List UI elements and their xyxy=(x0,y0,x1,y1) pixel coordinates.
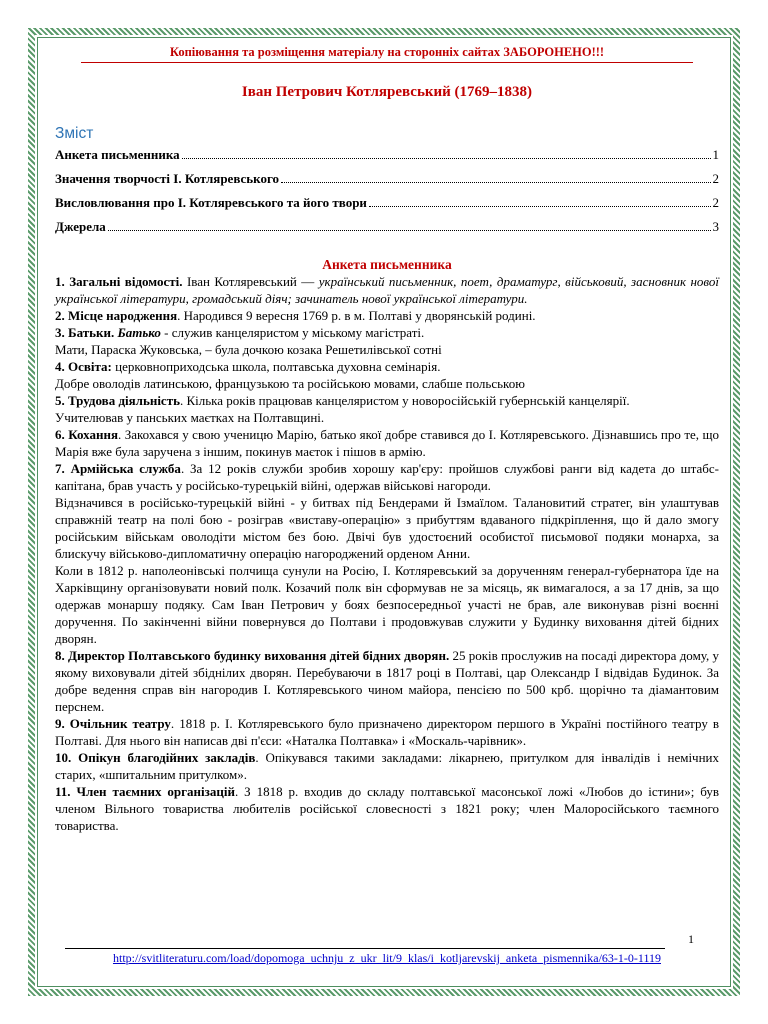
entry-army: 7. Армійська служба. За 12 років служби зробив хорошу кар'єру: пройшов службові ранги від кадета до штабс-капітана, брав участь у російсько-турецькій війні, одержав військові нагороди. xyxy=(55,461,719,493)
entry-parents-mother: Мати, Параска Жуковська, – була дочкою козака Решетилівської сотні xyxy=(55,342,442,357)
toc-leader xyxy=(182,157,711,159)
toc-item-label[interactable]: Джерела xyxy=(55,219,106,234)
entry-army-war: Відзначився в російсько-турецькій війні - у битвах під Бендерами й Ізмаїлом. Талановитий стратег, він улаштував справжній театр на полі бою - розіграв «виставу-операцію» з прибуттям вдаваного підкріплення, що й дало змогу російським військам оволодіти містом без бою. Двічі був удостоєний особистої письмової подяки монарха, за блискучу військово-дипломатичну операцію нагороджений орденом Анни. xyxy=(55,495,719,561)
toc-item-label[interactable]: Анкета письменника xyxy=(55,147,180,162)
entry-love: 6. Кохання. Закохався у свою ученицю Марію, батько якої добре ставився до І. Котляревського. Дізнавшись про те, що Марія вже була заручена з іншим, покинув маєток і пішов в армію. xyxy=(55,427,719,459)
entry-army-1812: Коли в 1812 р. наполеонівські полчища сунули на Росію, І. Котляревський за дорученням генерал-губернатора їде на Харківщину організовувати новий полк. Козачий полк він сформував не за місяць, як вимагалося, а за 17 днів, за що одержав монаршу подяку. Сам Іван Петрович у боях безпосередньої участі не брав, але виконував різні воєнні доручення. По закінченні війни повернувся до Полтави і продовжував служити у Будинку виховання дітей бідних дворян. xyxy=(55,563,719,646)
toc-heading: Зміст xyxy=(55,125,94,142)
entry-director: 8. Директор Полтавського будинку виховання дітей бідних дворян. 25 років прослужив на посаді директора дому, у якому виховували дітей збіднілих дворян. Перебуваючи в 1817 році в Полтаві, цар Олександр I відвідав Будинок. За добре ведення справ він нагородив І. Котляревського чином майора, пенсією по 500 крб. щорічно та діамантовим перснем. xyxy=(55,648,719,714)
toc-item-label[interactable]: Значення творчості І. Котляревського xyxy=(55,171,280,186)
toc-item-page[interactable]: 1 xyxy=(712,147,719,162)
entry-theatre: 9. Очільник театру. 1818 р. І. Котляревського було призначено директором першого в Україні постійного театру в Полтаві. Для нього він написав дві п'єси: «Наталка Полтавка» і «Москаль-чарівник». xyxy=(55,716,720,748)
entry-societies: 11. Член таємних організацій. З 1818 р. входив до складу полтавської масонської ложі «Любов до істини»; був членом Вільного товариства любителів російської словесності з 1821 року; член Малоросійського таємного товариства. xyxy=(55,784,719,833)
toc-leader xyxy=(281,181,710,183)
questionnaire-body xyxy=(55,273,719,834)
toc-item-label[interactable]: Висловлювання про І. Котляревського та його твори xyxy=(55,195,367,210)
toc-item-page[interactable]: 2 xyxy=(712,195,719,210)
copy-warning: Копіювання та розміщення матеріалу на сторонніх сайтах ЗАБОРОНЕНО!!! xyxy=(169,45,605,59)
toc-item[interactable] xyxy=(55,171,719,187)
page-content xyxy=(55,44,719,834)
entry-work-teaching: Учителював у панських маєтках на Полтавщині. xyxy=(55,410,325,425)
toc-leader xyxy=(369,205,711,207)
table-of-contents xyxy=(55,147,719,235)
toc-item-page[interactable]: 3 xyxy=(712,219,719,234)
entry-general: 1. Загальні відомості. Іван Котляревський — український письменник, поет, драматург, військовий, засновник нової української літератури, громадський діяч; зачинатель нової української літератури. xyxy=(55,274,720,306)
source-link[interactable]: http://svitliteraturu.com/load/dopomoga_uchnju_z_ukr_lit/9_klas/i_kotljarevskij_anketa_pismennika/63-1-0-1119 xyxy=(112,951,661,965)
footer-divider xyxy=(65,948,665,949)
entry-charity: 10. Опікун благодійних закладів. Опікувався такими закладами: лікарнею, притулком для інвалідів і немічних старих, «шпитальним притулком». xyxy=(55,750,720,782)
toc-leader xyxy=(108,229,711,231)
section-title: Анкета письменника xyxy=(322,257,452,272)
toc-item-page[interactable]: 2 xyxy=(712,171,719,186)
page-title: Іван Петрович Котляревський (1769–1838) xyxy=(241,84,533,100)
entry-education: 4. Освіта: церковноприходська школа, полтавська духовна семінарія. xyxy=(55,359,441,374)
toc-item[interactable] xyxy=(55,195,719,211)
page-number: 1 xyxy=(688,932,694,946)
entry-education-languages: Добре оволодів латинською, французькою та російською мовами, слабше польською xyxy=(55,376,525,391)
header-divider xyxy=(81,62,693,63)
entry-work: 5. Трудова діяльність. Кілька років працював канцеляристом у новоросійській губернській канцелярії. xyxy=(55,393,630,408)
entry-birthplace: 2. Місце народження. Народився 9 вересня 1769 р. в м. Полтаві у дворянській родині. xyxy=(55,308,536,323)
toc-item[interactable] xyxy=(55,147,719,163)
toc-item[interactable] xyxy=(55,219,719,235)
entry-parents: 3. Батьки. Батько - служив канцеляристом у міському магістраті. xyxy=(55,325,425,340)
